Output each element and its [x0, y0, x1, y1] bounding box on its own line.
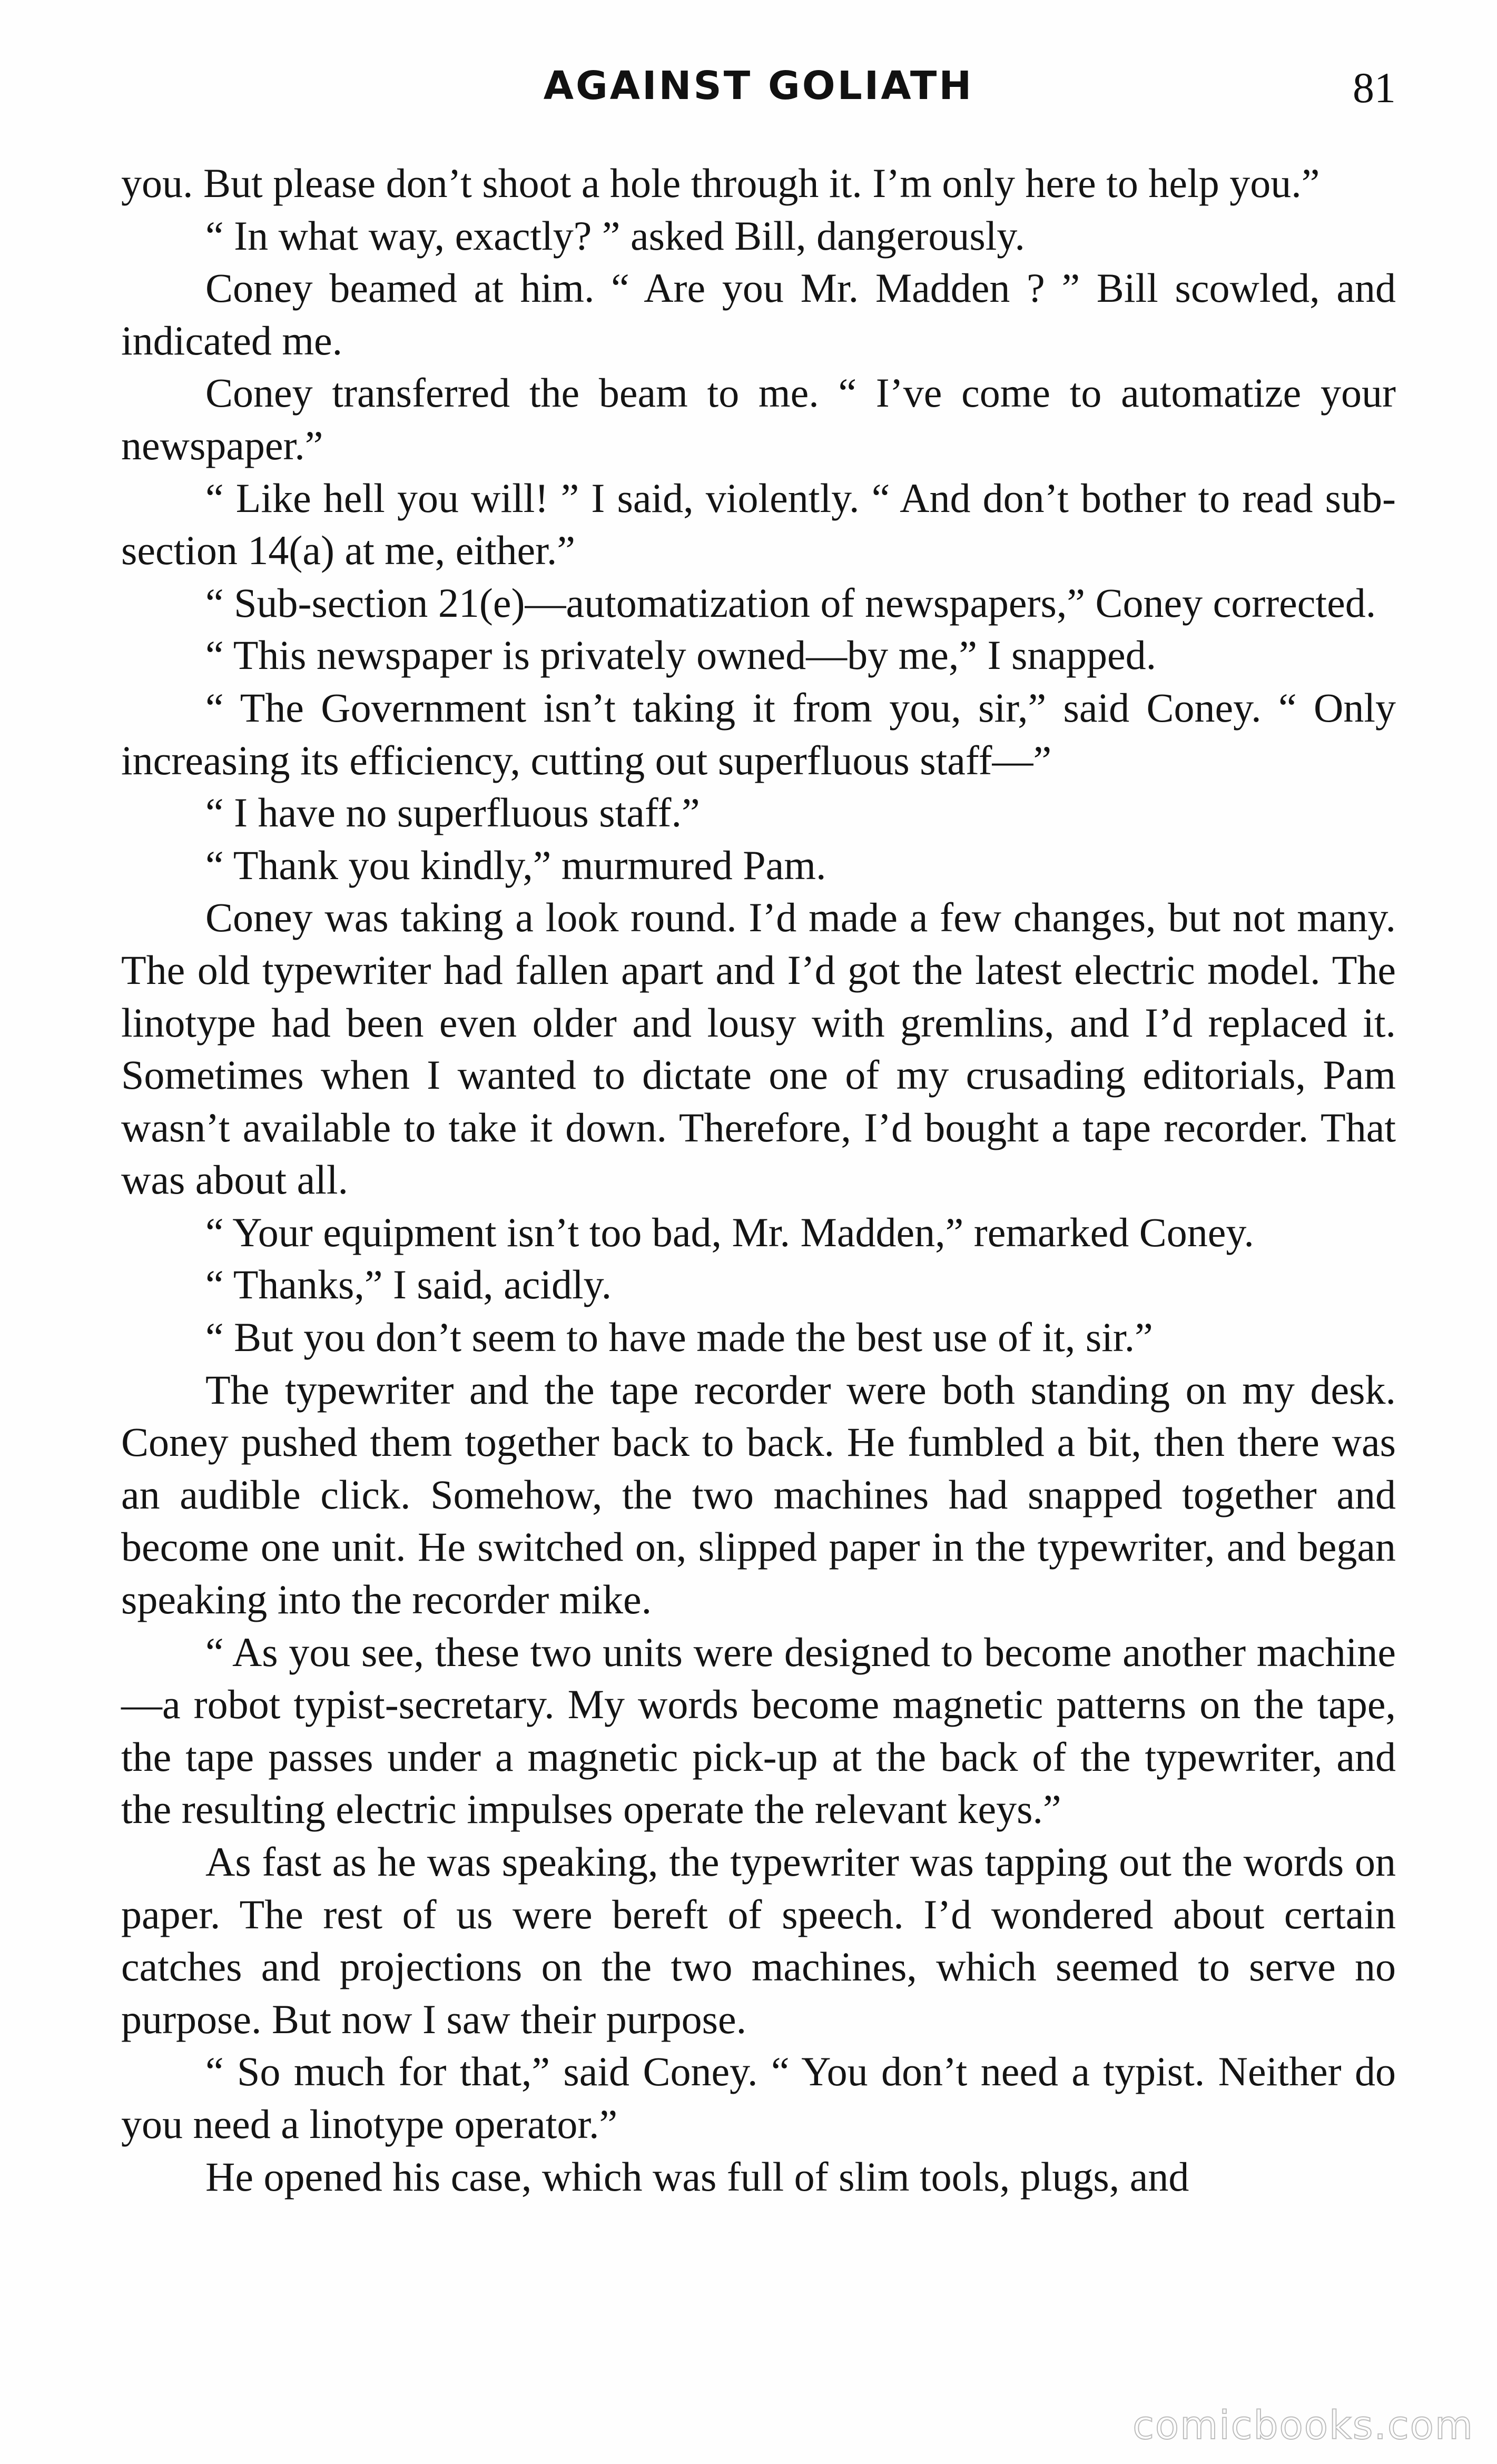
paragraph: “ I have no superfluous staff.” [205, 790, 700, 836]
page-header [121, 63, 1396, 126]
paragraph: “ Your equipment isn’t too bad, Mr. Madden,” remarked Coney. [205, 1209, 1254, 1255]
paragraph: Coney was taking a look round. I’d made a few changes, but not many. The old typewriter had fallen apart and I’d got the latest electric model. The linotype had been even older and lousy with gremlins, and I’d replaced it. Sometimes when I wanted to dictate one of my crusading editorials, Pam wasn’t available to take it down. Therefore, I’d bought a tape recorder. That was about all. [121, 894, 1396, 1203]
paragraph: you. But please don’t shoot a hole through it. I’m only here to help you.” [121, 160, 1320, 206]
paragraph: “ The Government isn’t taking it from you, sir,” said Coney. “ Only increasing its efficiency, cutting out superfluous staff—” [121, 684, 1396, 783]
paragraph: As fast as he was speaking, the typewriter was tapping out the words on paper. The rest of us were bereft of speech. I’d wondered about certain catches and projections on the two machines, which seemed to serve no purpose. But now I saw their purpose. [121, 1839, 1396, 2042]
paragraph: “ Sub-section 21(e)—automatization of newspapers,” Coney corrected. [205, 579, 1376, 626]
watermark: comicbooks.com [1132, 2403, 1474, 2448]
paragraph: Coney transferred the beam to me. “ I’ve come to automatize your newspaper.” [121, 370, 1396, 468]
running-head: AGAINST GOLIATH [543, 63, 974, 109]
paragraph: He opened his case, which was full of slim tools, plugs, and [205, 2153, 1189, 2200]
paragraph: “ Like hell you will! ” I said, violently. “ And don’t bother to read sub-section 14(a) at me, either.” [121, 475, 1396, 574]
paragraph: The typewriter and the tape recorder were both standing on my desk. Coney pushed them together back to back. He fumbled a bit, then there was an audible click. Somehow, the two machines had snapped together and become one unit. He switched on, slipped paper in the typewriter, and began speaking into the recorder mike. [121, 1366, 1396, 1623]
paragraph: “ But you don’t seem to have made the best use of it, sir.” [205, 1314, 1153, 1361]
page-number: 81 [1353, 64, 1396, 112]
paragraph: “ As you see, these two units were designed to become another machine—a robot typist-secretary. My words become magnetic patterns on the tape, the tape passes under a magnetic pick-up at the back of the typewriter, and the resulting electric impulses operate the relevant keys.” [121, 1629, 1396, 1832]
paragraph: “ Thank you kindly,” murmured Pam. [205, 842, 826, 888]
paragraph: “ Thanks,” I said, acidly. [205, 1261, 612, 1308]
paragraph: “ This newspaper is privately owned—by me,” I snapped. [205, 632, 1157, 678]
paragraph: Coney beamed at him. “ Are you Mr. Madden ? ” Bill scowled, and indicated me. [121, 265, 1396, 363]
body-text [121, 157, 1396, 2203]
paragraph: “ In what way, exactly? ” asked Bill, dangerously. [205, 212, 1025, 259]
paragraph: “ So much for that,” said Coney. “ You don’t need a typist. Neither do you need a linotype operator.” [121, 2048, 1396, 2147]
